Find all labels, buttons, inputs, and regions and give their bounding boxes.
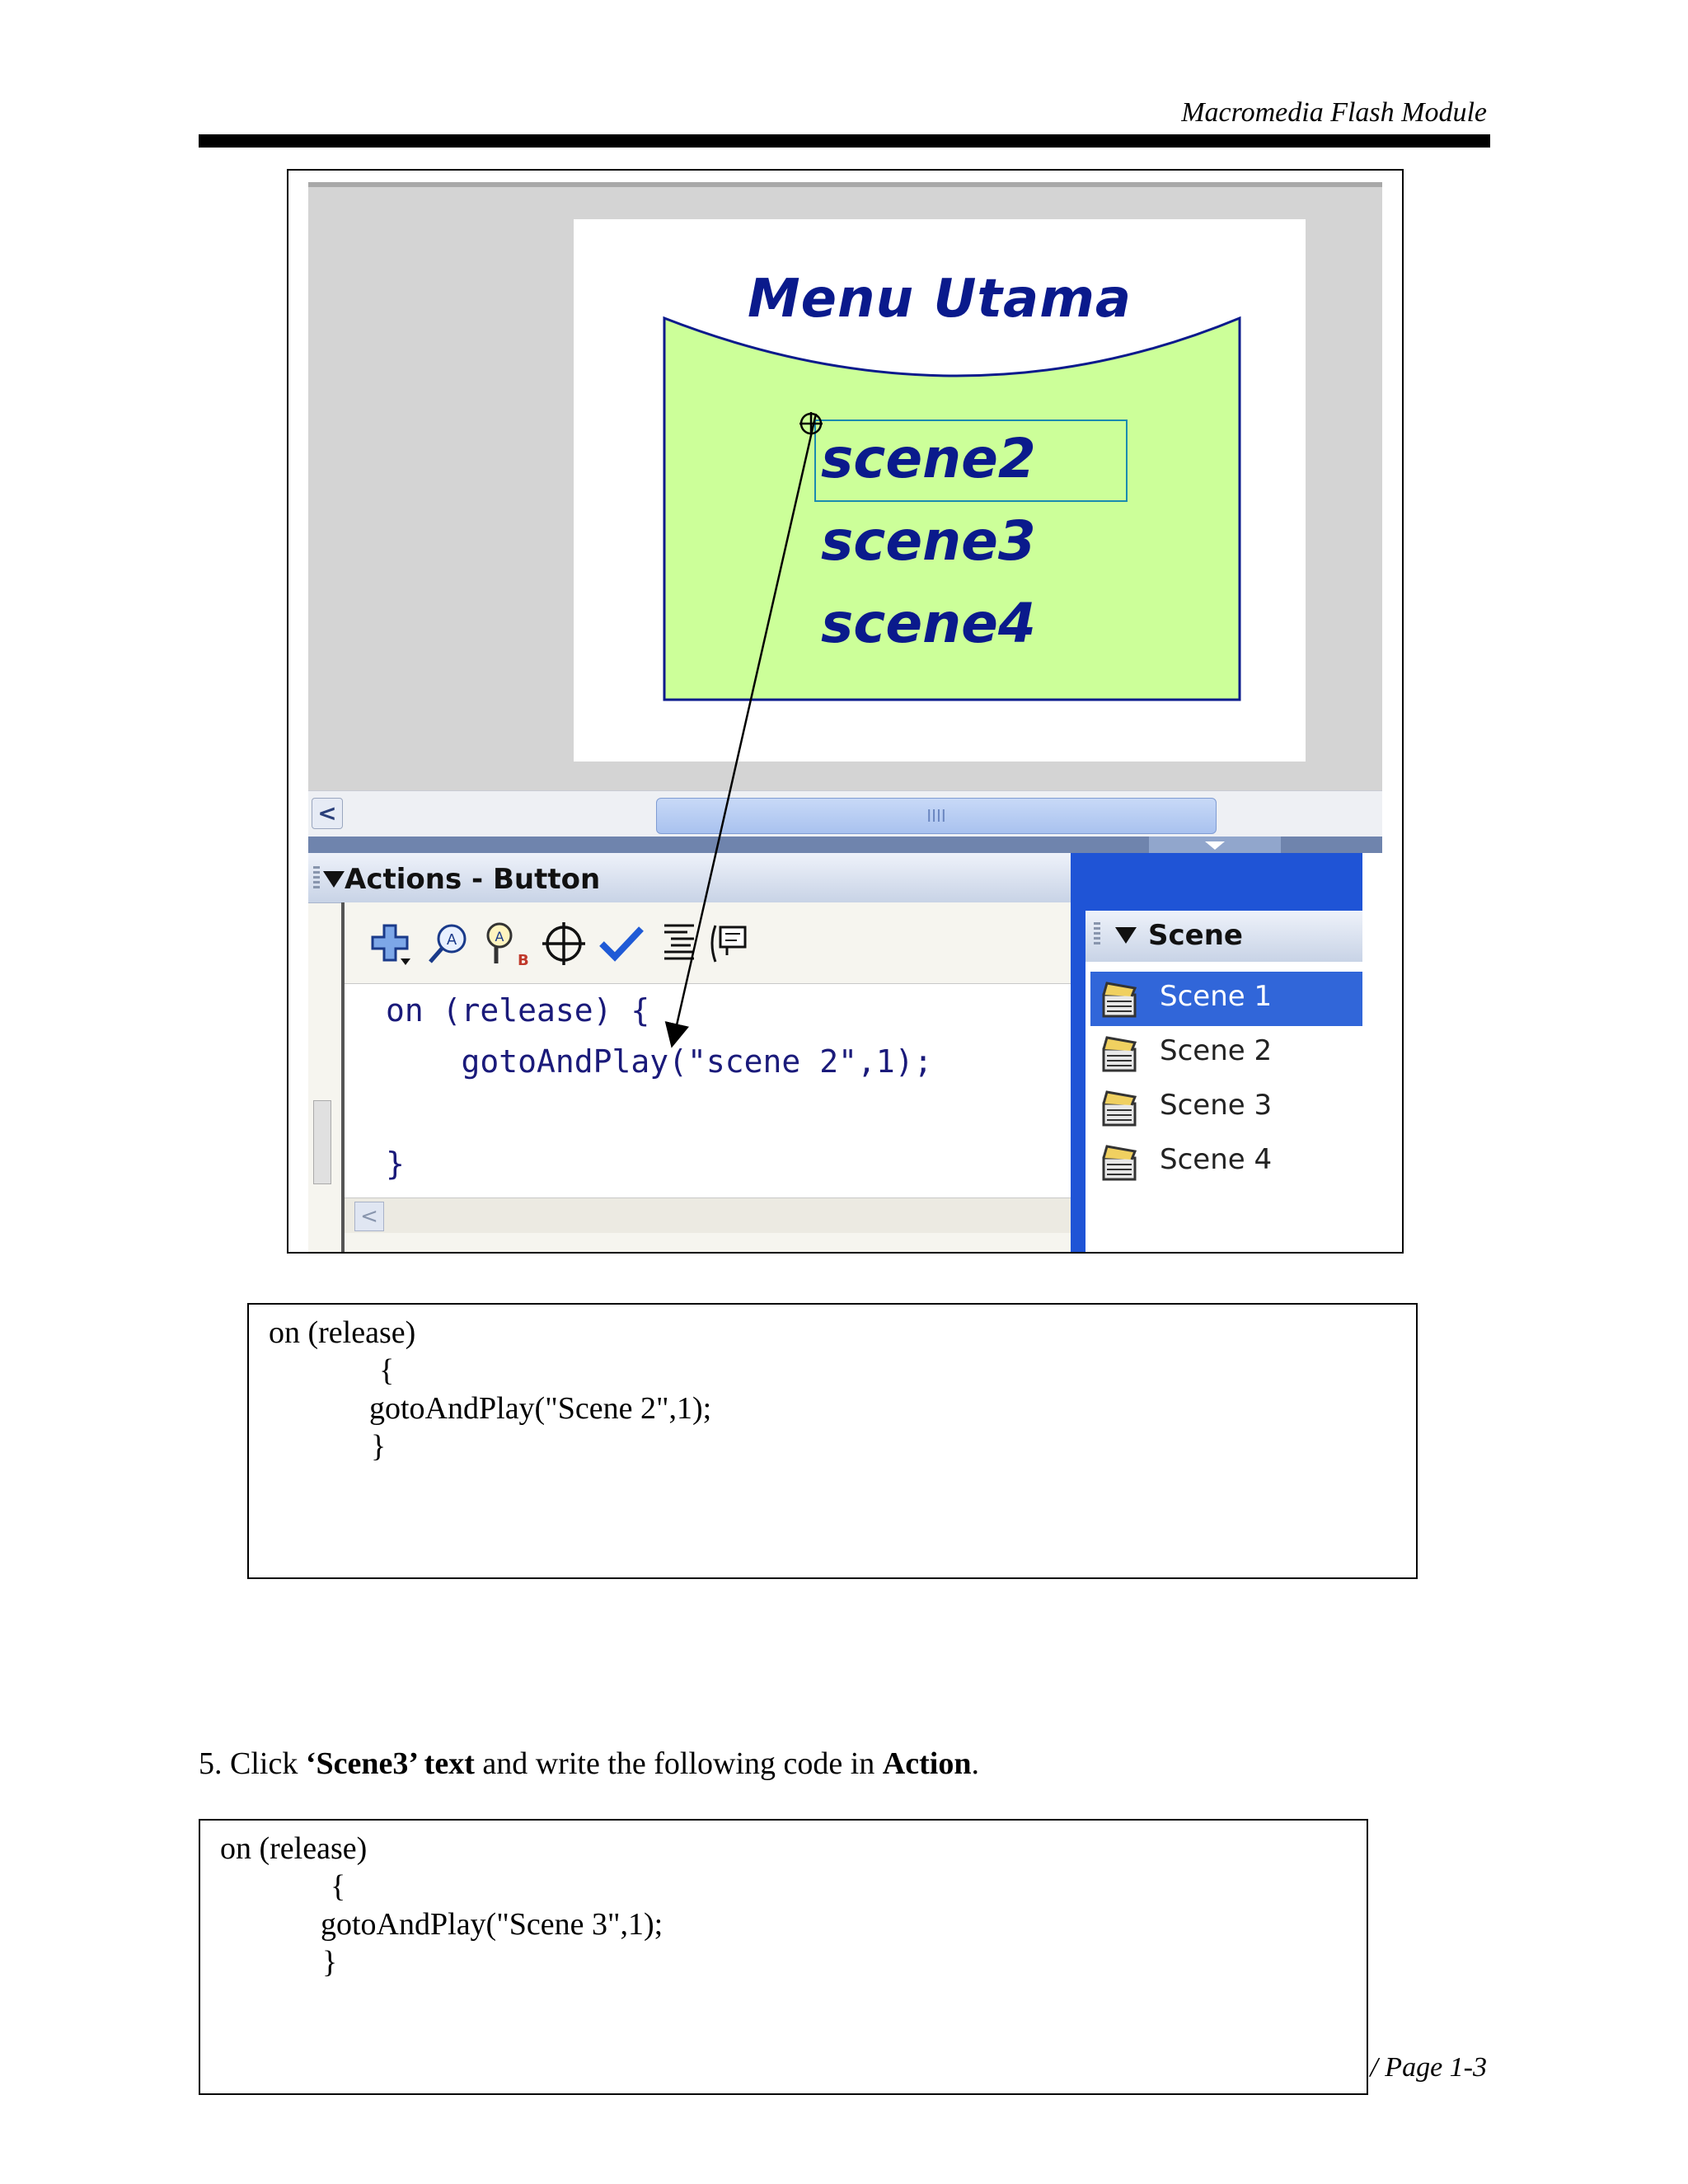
code-line: { xyxy=(379,1353,395,1388)
code-line: on (release) xyxy=(220,1831,368,1866)
scene-item-label: Scene 1 xyxy=(1160,980,1273,1013)
editor-scroll-left-icon[interactable]: < xyxy=(354,1202,384,1231)
step-bold-target: ‘Scene3’ text xyxy=(305,1746,475,1781)
flash-screenshot xyxy=(287,169,1404,1254)
scene-panel-title: Scene xyxy=(1148,919,1243,952)
code-line: on (release) xyxy=(269,1315,416,1350)
menu-title: Menu Utama xyxy=(747,269,1132,330)
scene-item-label: Scene 3 xyxy=(1160,1089,1273,1122)
code-line: on (release) { xyxy=(386,992,650,1029)
code-line: gotoAndPlay("Scene 2",1); xyxy=(369,1391,712,1426)
header-rule xyxy=(199,134,1490,148)
code-box-1 xyxy=(247,1303,1418,1579)
actions-panel-title: Actions - Button xyxy=(345,863,601,896)
svg-text:B: B xyxy=(518,952,529,968)
code-line: } xyxy=(371,1429,387,1464)
svg-text:A: A xyxy=(446,931,457,949)
code-line: } xyxy=(322,1945,338,1980)
svg-text:A: A xyxy=(495,929,504,944)
annotation-arrow xyxy=(288,171,1402,1252)
scene2-button[interactable]: scene2 xyxy=(821,427,1036,490)
code-line: gotoAndPlay("Scene 3",1); xyxy=(321,1907,663,1942)
scroll-thumb[interactable]: IIII xyxy=(656,798,1217,834)
step-text: and write the following code in xyxy=(474,1746,883,1781)
scene3-button[interactable]: scene3 xyxy=(821,509,1036,573)
scene-item-label: Scene 2 xyxy=(1160,1034,1273,1067)
code-box-2 xyxy=(199,1819,1368,2095)
code-line: } xyxy=(386,1146,405,1182)
page-number: / Page 1-3 xyxy=(1370,2052,1487,2083)
scroll-left-arrow-icon[interactable]: < xyxy=(312,798,343,829)
step-text: . xyxy=(971,1746,979,1781)
step-5-instruction xyxy=(199,1746,979,1782)
step-bold-action: Action xyxy=(882,1746,972,1781)
step-text: 5. Click xyxy=(199,1746,306,1781)
scene-item-label: Scene 4 xyxy=(1160,1143,1273,1176)
scene4-button[interactable]: scene4 xyxy=(821,592,1036,655)
header-title: Macromedia Flash Module xyxy=(1181,97,1487,128)
code-line: gotoAndPlay("scene 2",1); xyxy=(386,1043,933,1080)
code-line: { xyxy=(331,1869,346,1904)
